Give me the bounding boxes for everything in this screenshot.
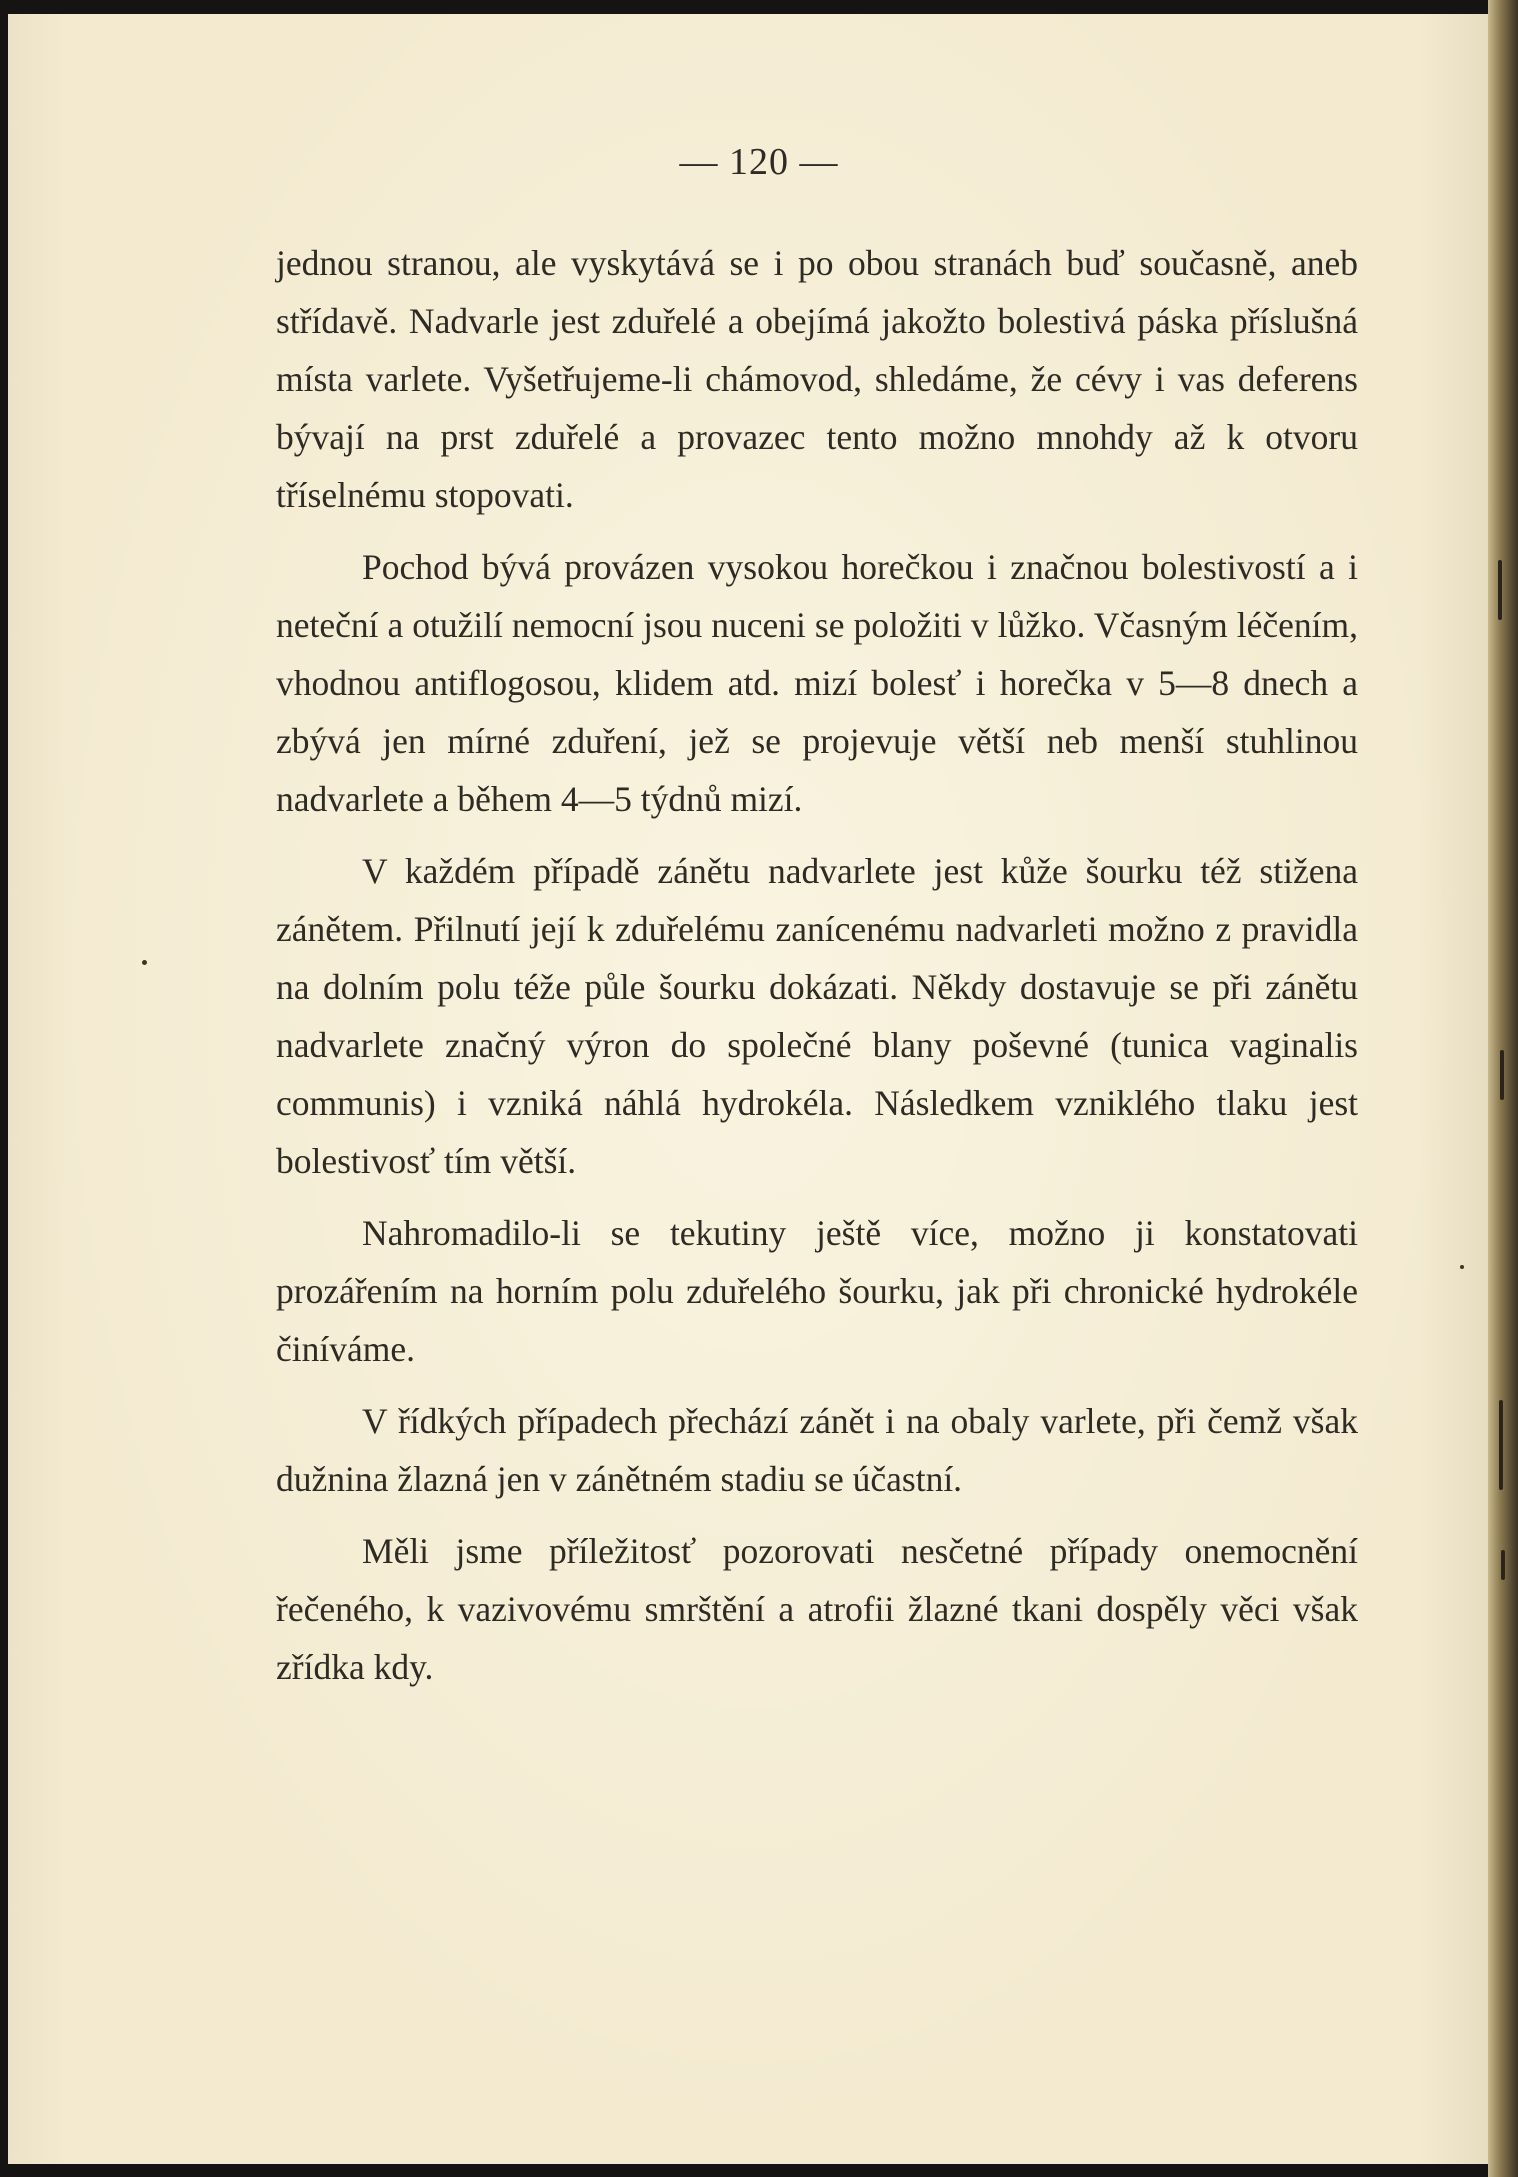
spine-mark bbox=[1498, 560, 1502, 620]
book-spine-edge bbox=[1488, 0, 1518, 2177]
paragraph-6: Měli jsme příležitosť pozorovati nesčetné případy onemocnění řečeného, k vazivovému smrštění a atrofii žlazné tkani dospěly věci však zřídka kdy. bbox=[276, 1531, 1358, 1687]
paper-speck bbox=[142, 960, 147, 965]
spine-mark bbox=[1500, 1050, 1504, 1100]
body-text bbox=[276, 234, 1358, 1710]
paper-speck bbox=[1460, 1265, 1464, 1269]
paragraph-3: V každém případě zánětu nadvarlete jest kůže šourku též stižena zánětem. Přilnutí její k zduřelému zanícenému nadvarleti možno z pravidla na dolním polu téže půle šourku dokázati. Někdy dostavuje se při zánětu nadvarlete značný výron do společné blany poševné (tunica vaginalis communis) i vzniká náhlá hydrokéla. Následkem vzniklého tlaku jest bolestivosť tím větší. bbox=[276, 851, 1358, 1181]
paragraph-5: V řídkých případech přechází zánět i na obaly varlete, při čemž však dužnina žlazná jen v zánětném stadiu se účastní. bbox=[276, 1401, 1358, 1499]
paragraph-4: Nahromadilo-li se tekutiny ještě více, možno ji konstatovati prozářením na horním polu zduřelého šourku, jak při chronické hydrokéle činíváme. bbox=[276, 1213, 1358, 1369]
page-number: — 120 — bbox=[679, 141, 839, 183]
spine-mark bbox=[1499, 1400, 1503, 1490]
paragraph-1: jednou stranou, ale vyskytává se i po obou stranách buď současně, aneb střídavě. Nadvarle jest zduřelé a obejímá jakožto bolestivá páska příslušná místa varlete. Vyšetřujeme-li chámovod, shledáme, že cévy i vas deferens bývají na prst zduřelé a provazec tento možno mnohdy až k otvoru tříselnému stopovati. bbox=[276, 243, 1358, 515]
spine-mark bbox=[1501, 1550, 1505, 1580]
paragraph-2: Pochod bývá provázen vysokou horečkou i značnou bolestivostí a i neteční a otužilí nemocní jsou nuceni se položiti v lůžko. Včasným léčením, vhodnou antiflogosou, klidem atd. mizí bolesť i horečka v 5—8 dnech a zbývá jen mírné zduření, jež se projevuje větší neb menší stuhlinou nadvarlete a během 4—5 týdnů mizí. bbox=[276, 547, 1358, 819]
